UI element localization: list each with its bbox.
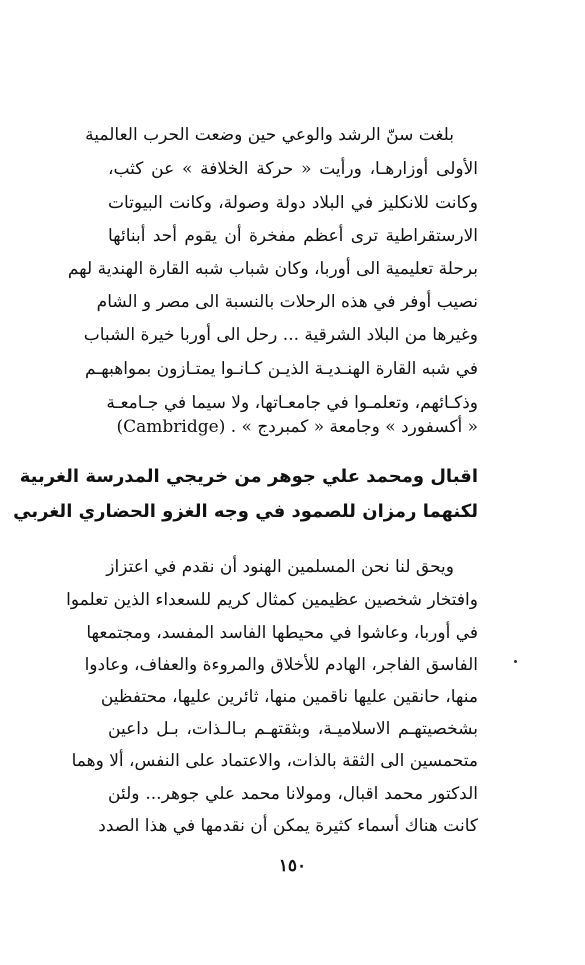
paragraph-1-line-2: الأولى أوزارهـا، ورأيت « حركة الخلافة » عن كثب، xyxy=(108,159,478,179)
print-speck xyxy=(514,660,517,663)
paragraph-2-line-1: ويحق لنا نحن المسلمين الهنود أن نقدم في اعتزاز xyxy=(106,557,454,577)
paragraph-1-line-5: برحلة تعليمية الى أوربا، وكان شباب شبه القارة الهندية لهم xyxy=(67,259,478,279)
paragraph-2-line-2: وافتخار شخصين عظيمين كمثال كريم للسعداء الذين تعلموا xyxy=(66,590,478,610)
paragraph-1-line-3: وكانت للانكليز في البلاد دولة وصولة، وكانت البيوتات xyxy=(108,193,478,213)
paragraph-1-line-4: الارستقراطية ترى أعظم مفخرة أن يقوم أحد أبنائها xyxy=(108,226,478,246)
page-number: ١٥٠ xyxy=(278,856,307,876)
paragraph-2-line-4: الفاسق الفاجر، الهادم للأخلاق والمروءة والعفاف، وعادوا xyxy=(84,655,478,675)
section-heading-line-1: اقبال ومحمد علي جوهر من خريجي المدرسة الغربية xyxy=(19,466,478,487)
paragraph-1-line-7: وغيرها من البلاد الشرقية ... رحل الى أوربا خيرة الشباب xyxy=(83,325,478,345)
section-heading-line-2: لكنهما رمزان للصمود في وجه الغزو الحضاري الغربي xyxy=(13,501,478,522)
paragraph-2-line-3: في أوربا، وعاشوا في محيطها الفاسد المفسد، ومجتمعها xyxy=(86,623,478,643)
paragraph-1-line-10: « أكسفورد » وجامعة « كمبردج » . (Cambridge) xyxy=(116,417,478,437)
paragraph-2-line-8: الدكتور محمد اقبال، ومولانا محمد علي جوهر... ولئن xyxy=(108,784,478,804)
paragraph-2-line-6: بشخصيتهـم الاسلاميـة، وبثقتهـم بـالـذات، بـل داعين xyxy=(108,719,478,739)
paragraph-1-line-6: نصيب أوفر في هذه الرحلات بالنسبة الى مصر و الشام xyxy=(96,292,478,312)
paragraph-2-line-5: منها، حانقين عليها ناقمين منها، ثائرين عليها، محتفظين xyxy=(100,687,478,707)
paragraph-2-line-7: متحمسين الى الثقة بالذات، والاعتماد على النفس، ألا وهما xyxy=(71,751,478,771)
paragraph-2-line-9: كانت هناك أسماء كثيرة يمكن أن نقدمها في هذا الصدد xyxy=(98,816,478,836)
paragraph-1-line-1: بلغت سنّ الرشد والوعي حين وضعت الحرب العالمية xyxy=(85,125,454,145)
paragraph-1-line-9: وذكـائهم، وتعلمـوا في جامعـاتها، ولا سيما في جـامعـة xyxy=(106,393,478,413)
paragraph-1-line-8: في شبه القارة الهنـديـة الذيـن كـانـوا يمتـازون بمواهبهـم xyxy=(84,359,478,379)
